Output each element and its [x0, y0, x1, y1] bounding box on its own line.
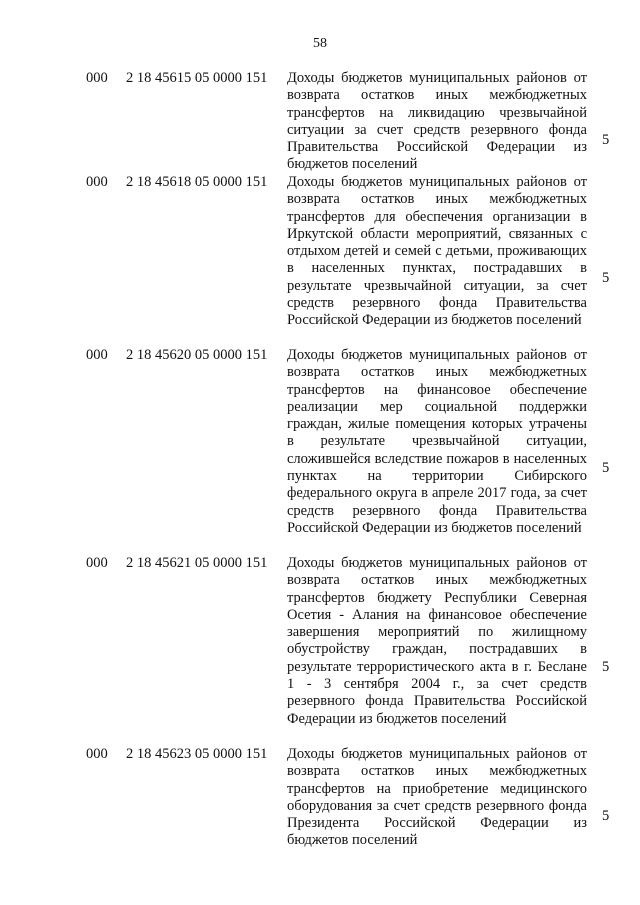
admin-code: 000 — [86, 347, 108, 363]
budget-code: 2 18 45620 05 0000 151 — [126, 347, 268, 363]
revenue-name: Доходы бюджетов муниципальных районов от возврата остатков иных межбюджетных трансфертов на финансовое обеспечение реализации мер социальной поддержки граждан, жилые помещения которых утрачены в результате чрезвычайной ситуации, сложившейся вследствие пожаров в населенных пунктах на территории Сибирского федерального округа в апреле 2017 года, за счет средств резервного фонда Правительства Российской Федерации из бюджетов поселений — [287, 347, 587, 536]
revenue-name: Доходы бюджетов муниципальных районов от возврата остатков иных межбюджетных трансфертов на приобретение медицинского оборудования за счет средств резервного фонда Президента Российской Федерации из бюджетов поселений — [287, 746, 587, 849]
admin-code: 000 — [86, 70, 108, 86]
revenue-name: Доходы бюджетов муниципальных районов от возврата остатков иных межбюджетных трансфертов для обеспечения организации в Иркутской области мероприятий, связанных с отдыхом детей и семей с детьми, проживающих в населенных пунктах, пострадавших в результате чрезвычайной ситуации, за счет средств резервного фонда Правительства Российской Федерации из бюджетов поселений — [287, 174, 587, 329]
row-value: 5 — [602, 659, 610, 675]
page-number: 58 — [313, 36, 327, 51]
row-value: 5 — [602, 270, 610, 286]
admin-code: 000 — [86, 555, 108, 571]
budget-code: 2 18 45615 05 0000 151 — [126, 70, 268, 86]
revenue-name: Доходы бюджетов муниципальных районов от возврата остатков иных межбюджетных трансфертов на ликвидацию чрезвычайной ситуации за счет средств резервного фонда Правительства Российской Федерации из бюджетов поселений — [287, 70, 587, 173]
row-value: 5 — [602, 808, 610, 824]
budget-code: 2 18 45618 05 0000 151 — [126, 174, 268, 190]
revenue-name: Доходы бюджетов муниципальных районов от возврата остатков иных межбюджетных трансфертов бюджету Республики Северная Осетия - Алания на финансовое обеспечение завершения мероприятий по жилищному обустройству граждан, пострадавших в результате террористического акта в г. Беслане 1 - 3 сентября 2004 г., за счет средств резервного фонда Правительства Российской Федерации из бюджетов поселений — [287, 555, 587, 727]
budget-code: 2 18 45621 05 0000 151 — [126, 555, 268, 571]
budget-code: 2 18 45623 05 0000 151 — [126, 746, 268, 762]
admin-code: 000 — [86, 174, 108, 190]
admin-code: 000 — [86, 746, 108, 762]
row-value: 5 — [602, 460, 610, 476]
row-value: 5 — [602, 132, 610, 148]
